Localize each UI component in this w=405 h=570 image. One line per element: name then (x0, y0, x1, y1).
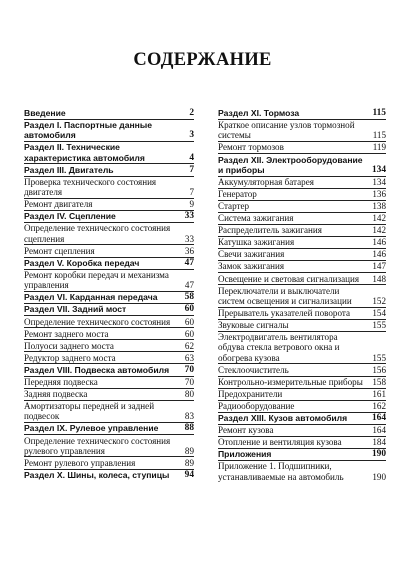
toc-entry-page: 115 (372, 108, 386, 118)
toc-entry-title: Раздел VII. Задний мост (24, 304, 127, 315)
toc-entry-page: 58 (184, 292, 194, 303)
toc-entry-title: Электродвигатель вентилятора обдува стекла ветрового окна и обогрева кузова (218, 332, 340, 363)
toc-entry-title: Раздел II. Технические характеристика автомобиля (24, 142, 145, 163)
toc-entry-page: 154 (372, 307, 386, 318)
toc-entry-page: 184 (372, 437, 386, 448)
toc-entry[interactable] (218, 401, 386, 411)
toc-entry[interactable] (24, 211, 194, 221)
toc-entry-page: 89 (184, 445, 194, 456)
toc-entry-page: 155 (372, 352, 386, 363)
toc-entry-title: Ремонт тормозов (218, 142, 284, 153)
toc-entry-title: Раздел XIII. Кузов автомобиля (218, 413, 348, 424)
toc-entry-title: Генератор (218, 188, 257, 199)
toc-entry-title: Прерыватель указателей поворота (218, 307, 351, 318)
toc-entry-page: 94 (184, 469, 194, 480)
toc-entry[interactable] (218, 413, 386, 423)
toc-entry[interactable] (24, 120, 194, 141)
toc-entry[interactable] (24, 353, 194, 363)
toc-entry-title: Раздел VI. Карданная передача (24, 292, 158, 303)
toc-entry-title: Раздел IX. Рулевое управление (24, 423, 159, 434)
toc-entry-title: Стартер (218, 201, 250, 212)
toc-entry-page: 7 (189, 187, 194, 198)
toc-entry-title: Раздел IV. Сцепление (24, 211, 116, 222)
toc-entry-title: Ремонт кузова (218, 425, 274, 436)
toc-right-column (218, 108, 386, 482)
toc-entry-title: Раздел V. Коробка передач (24, 257, 140, 268)
toc-entry-title: Определение технического состояния (24, 316, 171, 327)
toc-entry[interactable] (24, 436, 194, 457)
toc-entry-page: 158 (372, 376, 386, 387)
toc-entry-title: Замок зажигания (218, 261, 285, 272)
toc-entry-page: 89 (184, 457, 194, 468)
toc-entry-page: 80 (184, 388, 194, 399)
toc-entry[interactable] (218, 177, 386, 187)
toc-entry[interactable] (218, 425, 386, 435)
toc-entry-page: 47 (184, 257, 194, 268)
toc-entry-page: 164 (372, 425, 386, 436)
toc-entry-title: Катушка зажигания (218, 237, 295, 248)
toc-entry-title: Редуктор заднего моста (24, 352, 116, 363)
toc-entry[interactable] (24, 365, 194, 375)
toc-entry[interactable] (24, 246, 194, 256)
toc-entry[interactable] (218, 437, 386, 447)
toc-entry[interactable] (24, 329, 194, 339)
toc-entry-page: 152 (372, 295, 386, 306)
toc-entry[interactable] (218, 261, 386, 271)
toc-entry[interactable] (24, 199, 194, 209)
toc-entry[interactable] (24, 389, 194, 399)
toc-entry-page: 60 (184, 328, 194, 339)
toc-entry-page: 134 (371, 164, 386, 175)
toc-entry-title: Ремонт сцепления (24, 245, 95, 256)
toc-entry[interactable] (24, 341, 194, 351)
toc-entry[interactable] (24, 223, 194, 244)
toc-entry-title: Ремонт рулевого управления (24, 457, 136, 468)
toc-entry-page: 36 (184, 245, 194, 256)
toc-entry[interactable] (24, 377, 194, 387)
toc-entry-title: Приложение 1. Подшипники, устанавливаемые на автомобиль (218, 461, 344, 482)
toc-entry-title: Стеклоочиститель (218, 364, 289, 375)
toc-entry[interactable] (24, 142, 194, 163)
toc-entry-page: 33 (184, 211, 194, 222)
toc-entry[interactable] (218, 377, 386, 387)
toc-entry[interactable] (24, 177, 194, 198)
toc-entry-title: Приложения (218, 449, 272, 460)
toc-entry-page: 164 (371, 413, 386, 424)
toc-entry-title: Краткое описание узлов тормозной системы (218, 120, 355, 141)
toc-entry[interactable] (218, 286, 386, 307)
toc-entry-title: Аккумуляторная батарея (218, 176, 314, 187)
toc-entry-page: 134 (372, 176, 386, 187)
toc-entry-title: Полуоси заднего моста (24, 340, 114, 351)
toc-entry-title: Передняя подвеска (24, 376, 98, 387)
toc-entry-page: 147 (372, 261, 386, 272)
toc-entry-page: 9 (189, 199, 194, 210)
toc-entry[interactable] (24, 304, 194, 314)
toc-entry[interactable] (218, 274, 386, 284)
toc-entry[interactable] (24, 108, 194, 118)
toc-entry-page: 83 (184, 411, 194, 422)
toc-entry-title: Система зажигания (218, 213, 294, 224)
toc-entry-title: Предохранители (218, 388, 283, 399)
toc-entry-title: Контрольно-измерительные приборы (218, 376, 363, 387)
toc-entry-title: Амортизаторы передней и задней подвесок (24, 401, 155, 422)
toc-entry-page: 3 (189, 130, 194, 141)
toc-entry-page: 4 (189, 152, 194, 163)
toc-entry[interactable] (218, 237, 386, 247)
toc-entry-title: Раздел X. Шины, колеса, ступицы (24, 469, 170, 480)
toc-entry-page: 119 (372, 142, 386, 153)
toc-entry-page: 136 (372, 188, 386, 199)
toc-entry[interactable] (24, 470, 194, 480)
toc-entry-title: Свечи зажигания (218, 249, 285, 260)
toc-entry-title: Введение (24, 108, 66, 118)
toc-entry-title: Задняя подвеска (24, 388, 88, 399)
toc-entry-page: 190 (371, 449, 386, 460)
toc-entry-page: 70 (184, 364, 194, 375)
toc-entry[interactable] (218, 120, 386, 141)
toc-entry[interactable] (24, 258, 194, 268)
toc-entry-title: Ремонт коробки передач и механизма управления (24, 269, 169, 291)
toc-entry-page: 7 (189, 164, 194, 175)
toc-entry-page: 62 (184, 340, 194, 351)
toc-entry-page: 146 (372, 237, 386, 248)
toc-entry[interactable] (218, 320, 386, 330)
toc-entry[interactable] (24, 317, 194, 327)
toc-entry[interactable] (218, 213, 386, 223)
toc-entry[interactable] (218, 108, 386, 118)
toc-entry-title: Проверка технического состояния двигателя (24, 176, 157, 198)
toc-entry-title: Переключатели и выключатели систем освещения и сигнализации (218, 285, 352, 306)
toc-entry-page: 148 (372, 273, 386, 284)
toc-entry-page: 161 (372, 388, 386, 399)
toc-entry[interactable] (24, 165, 194, 175)
toc-entry[interactable] (218, 365, 386, 375)
toc-entry-title: Раздел XII. Электрооборудование и приборы (218, 154, 363, 175)
toc-entry[interactable] (218, 249, 386, 259)
toc-entry-page: 155 (372, 320, 386, 331)
toc-entry-page: 47 (184, 280, 194, 291)
toc-entry[interactable] (218, 461, 386, 482)
toc-entry-page: 142 (372, 213, 386, 224)
toc-entry-title: Раздел I. Паспортные данные автомобиля (24, 120, 152, 141)
toc-entry-page: 2 (189, 108, 194, 118)
toc-entry-title: Освещение и световая сигнализация (218, 273, 360, 284)
toc-entry[interactable] (24, 292, 194, 302)
toc-left-column (24, 108, 194, 480)
toc-entry-page: 142 (372, 225, 386, 236)
toc-entry[interactable] (24, 423, 194, 433)
toc-entry-page: 138 (372, 201, 386, 212)
toc-entry[interactable] (24, 401, 194, 422)
toc-entry-page: 70 (184, 376, 194, 387)
toc-entry-title: Раздел XI. Тормоза (218, 108, 300, 118)
toc-entry-title: Определение технического состояния рулевого управления (24, 435, 171, 456)
toc-entry-title: Раздел VIII. Подвеска автомобиля (24, 364, 170, 375)
toc-entry-title: Определение технического состояния сцепления (24, 223, 171, 244)
toc-entry-page: 63 (184, 352, 194, 363)
toc-entry[interactable] (24, 270, 194, 291)
toc-entry[interactable] (218, 142, 386, 152)
toc-entry-page: 88 (184, 423, 194, 434)
toc-entry[interactable] (218, 308, 386, 318)
toc-entry-page: 190 (372, 471, 386, 482)
toc-entry[interactable] (218, 332, 386, 363)
toc-entry-title: Ремонт заднего моста (24, 328, 109, 339)
toc-entry[interactable] (218, 201, 386, 211)
toc-entry-page: 156 (372, 364, 386, 375)
toc-entry-title: Звуковые сигналы (218, 320, 289, 331)
toc-entry[interactable] (218, 155, 386, 176)
toc-entry-page: 60 (184, 304, 194, 315)
toc-entry-page: 162 (372, 401, 386, 412)
toc-entry-page: 60 (184, 316, 194, 327)
toc-entry[interactable] (218, 189, 386, 199)
toc-entry[interactable] (24, 458, 194, 468)
toc-entry-title: Распределитель зажигания (218, 225, 322, 236)
toc-entry-title: Радиооборудование (218, 401, 295, 412)
toc-entry-page: 146 (372, 249, 386, 260)
toc-entry-page: 115 (372, 130, 386, 141)
toc-entry-title: Ремонт двигателя (24, 199, 93, 210)
toc-entry[interactable] (218, 389, 386, 399)
page-title: СОДЕРЖАНИЕ (133, 50, 272, 70)
toc-entry[interactable] (218, 449, 386, 459)
toc-entry-page: 33 (184, 233, 194, 244)
toc-entry-title: Раздел III. Двигатель (24, 164, 114, 175)
toc-entry[interactable] (218, 225, 386, 235)
toc-entry-title: Отопление и вентиляция кузова (218, 437, 342, 448)
